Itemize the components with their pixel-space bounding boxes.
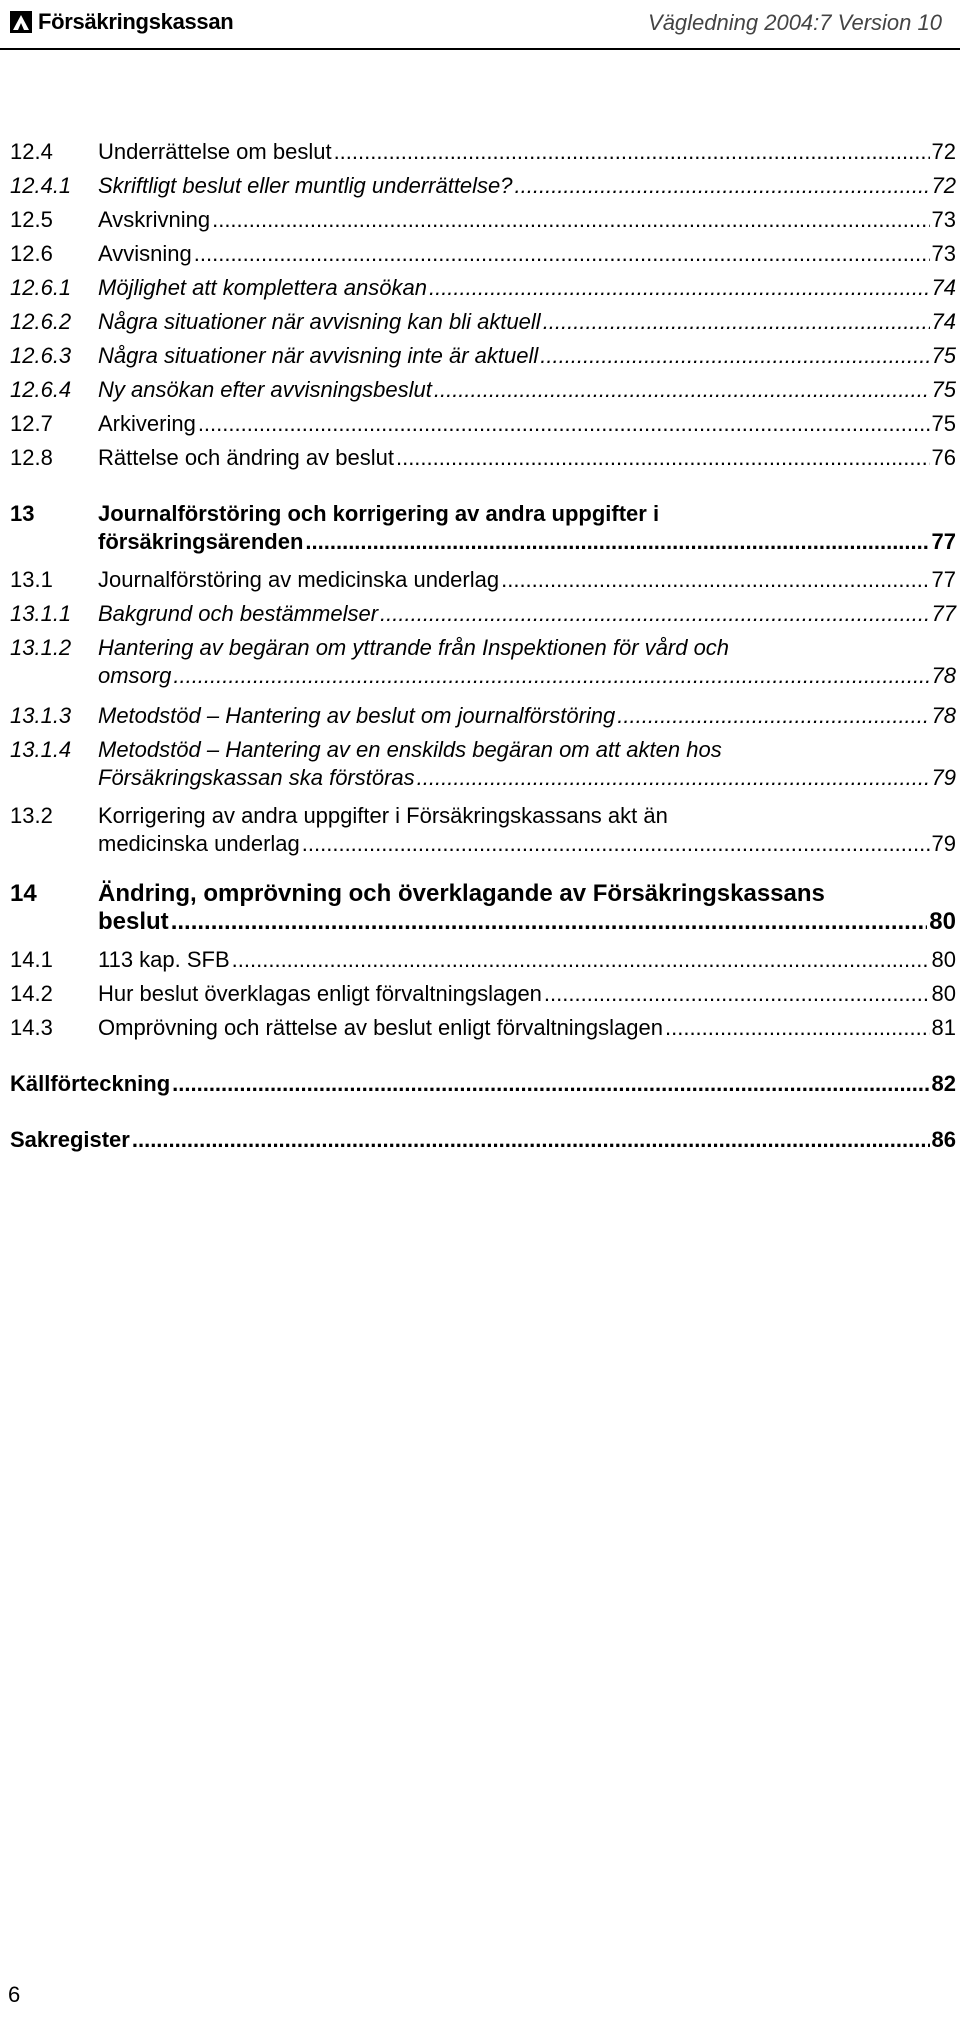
toc-leader-line (10, 1070, 956, 1098)
toc-leader-line (98, 830, 956, 858)
toc-page-number: 77 (931, 567, 956, 592)
toc-number: 13.1.3 (10, 703, 72, 728)
logo-icon (10, 11, 32, 33)
page-number: 6 (8, 1982, 21, 2007)
toc-page-number: 77 (931, 601, 956, 626)
toc-title: Sakregister (10, 1127, 130, 1152)
toc-leader-line (98, 600, 956, 628)
toc-dot-leader (543, 308, 930, 336)
toc-page-number: 75 (931, 377, 956, 402)
toc-page-number: 73 (931, 207, 956, 232)
toc-entry-body (10, 1070, 956, 1098)
toc-entry-body (98, 1014, 956, 1042)
toc-dot-leader (212, 206, 929, 234)
header-rule (0, 48, 960, 50)
toc-number: 14.2 (10, 981, 53, 1006)
toc-dot-leader (198, 410, 930, 438)
toc-entry-body (98, 376, 956, 404)
toc-title: 113 kap. SFB (98, 947, 230, 972)
toc-entry-body (98, 980, 956, 1008)
toc-leader-line (98, 410, 956, 438)
toc-dot-leader (305, 528, 929, 556)
toc-leader-line (98, 138, 956, 166)
toc-number: 13 (10, 501, 35, 526)
toc-number: 12.6.3 (10, 343, 72, 368)
toc-dot-leader (194, 240, 930, 268)
toc-title: Ny ansökan efter avvisningsbeslut (98, 377, 432, 402)
toc-number: 12.8 (10, 445, 53, 470)
toc-number: 14.3 (10, 1015, 53, 1040)
toc-number: 13.1.4 (10, 737, 72, 762)
toc-title: Metodstöd – Hantering av beslut om journalförstöring (98, 703, 616, 728)
toc-title: medicinska underlag (98, 831, 300, 856)
toc-title: Hur beslut överklagas enligt förvaltningslagen (98, 981, 542, 1006)
toc-title: Möjlighet att komplettera ansökan (98, 275, 427, 300)
toc-title: Omprövning och rättelse av beslut enligt förvaltningslagen (98, 1015, 663, 1040)
toc-dot-leader (429, 274, 930, 302)
toc-page-number: 75 (931, 343, 956, 368)
toc-page-number: 82 (931, 1071, 956, 1096)
toc-page-number: 72 (931, 139, 956, 164)
logo (10, 9, 233, 35)
toc-leader-line (98, 444, 956, 472)
toc-dot-leader (302, 830, 930, 858)
toc-dot-leader (434, 376, 930, 404)
toc-title: Källförteckning (10, 1071, 171, 1096)
toc-dot-leader (173, 662, 929, 690)
toc-page-number: 80 (931, 947, 956, 972)
toc-leader-line (98, 946, 956, 974)
toc-number: 12.5 (10, 207, 53, 232)
toc-number: 13.1.2 (10, 635, 72, 660)
toc-dot-leader (380, 600, 929, 628)
toc-entry-body (98, 600, 956, 628)
toc-entry-body (98, 410, 956, 438)
toc-dot-leader (540, 342, 929, 370)
toc-entry-body (98, 172, 956, 200)
toc-entry-body (98, 138, 956, 166)
toc-entry-body (98, 308, 956, 336)
toc-entry-body (98, 274, 956, 302)
toc-title-line: Metodstöd – Hantering av en enskilds begäran om att akten hos (98, 737, 722, 762)
toc-leader-line (98, 240, 956, 268)
toc-number: 12.7 (10, 411, 53, 436)
toc-dot-leader (417, 764, 930, 792)
toc-dot-leader (665, 1014, 930, 1042)
toc-number: 13.1 (10, 567, 53, 592)
toc-page-number: 73 (931, 241, 956, 266)
toc-leader-line (98, 376, 956, 404)
toc-page-number: 80 (929, 908, 956, 935)
toc-entry-body (98, 444, 956, 472)
toc-entry-body (98, 946, 956, 974)
toc-page-number: 77 (931, 529, 956, 554)
toc-page-number: 74 (931, 275, 956, 300)
toc-number: 12.4 (10, 139, 53, 164)
toc-entry-body (98, 206, 956, 234)
toc-entry-body (98, 240, 956, 268)
toc-title: Några situationer när avvisning kan bli aktuell (98, 309, 541, 334)
toc-title: Några situationer när avvisning inte är aktuell (98, 343, 539, 368)
toc-leader-line (98, 908, 956, 936)
toc-title: Avvisning (98, 241, 192, 266)
toc-number: 12.6 (10, 241, 53, 266)
toc-entry-body (98, 880, 956, 936)
toc-leader-line (98, 764, 956, 792)
toc-entry-body (10, 1126, 956, 1154)
toc-page-number: 72 (931, 173, 956, 198)
toc-number: 12.6.1 (10, 275, 72, 300)
toc-leader-line (98, 566, 956, 594)
toc-number: 12.6.2 (10, 309, 72, 334)
toc-dot-leader (515, 172, 930, 200)
toc-number: 14.1 (10, 947, 53, 972)
logo-text: Försäkringskassan (38, 9, 234, 34)
toc-title-line: Ändring, omprövning och överklagande av Försäkringskassans (98, 880, 825, 907)
toc-number: 12.6.4 (10, 377, 72, 402)
toc-leader-line (98, 308, 956, 336)
toc-leader-line (98, 274, 956, 302)
toc-dot-leader (617, 702, 929, 730)
toc-leader-line (98, 206, 956, 234)
toc-leader-line (98, 528, 956, 556)
toc-page-number: 81 (931, 1015, 956, 1040)
toc-title: försäkringsärenden (98, 529, 304, 554)
toc-number: 13.1.1 (10, 601, 72, 626)
toc-title: Arkivering (98, 411, 196, 436)
toc-entry-body (98, 500, 956, 556)
toc-leader-line (98, 702, 956, 730)
toc-title-line: Korrigering av andra uppgifter i Försäkringskassans akt än (98, 803, 668, 828)
toc-entry-body (98, 342, 956, 370)
toc-title: Bakgrund och bestämmelser (98, 601, 379, 626)
toc-title: Skriftligt beslut eller muntlig underrättelse? (98, 173, 513, 198)
toc-title: beslut (98, 908, 169, 935)
toc-leader-line (98, 342, 956, 370)
toc-dot-leader (544, 980, 930, 1008)
toc-title-line: Hantering av begäran om yttrande från Inspektionen för vård och (98, 635, 730, 660)
toc-title: Rättelse och ändring av beslut (98, 445, 394, 470)
toc-page-number: 86 (931, 1127, 956, 1152)
toc-dot-leader (172, 1070, 929, 1098)
toc-dot-leader (171, 908, 928, 936)
toc-dot-leader (396, 444, 930, 472)
toc-number: 14 (10, 880, 37, 907)
toc-page-number: 80 (931, 981, 956, 1006)
toc-leader-line (98, 172, 956, 200)
toc-title: omsorg (98, 663, 172, 688)
toc-entry-body (98, 702, 956, 730)
toc-entry-body (98, 736, 956, 792)
toc-page-number: 75 (931, 411, 956, 436)
toc-entry-body (98, 566, 956, 594)
toc-page-number: 74 (931, 309, 956, 334)
toc-title: Journalförstöring av medicinska underlag (98, 567, 500, 592)
toc-page-number: 76 (931, 445, 956, 470)
toc-leader-line (98, 1014, 956, 1042)
toc-title: Försäkringskassan ska förstöras (98, 765, 415, 790)
toc-dot-leader (334, 138, 930, 166)
toc-entry-body (98, 802, 956, 858)
toc-title-line: Journalförstöring och korrigering av andra uppgifter i (98, 501, 660, 526)
document-title: Vägledning 2004:7 Version 10 (648, 10, 942, 35)
toc-title: Underrättelse om beslut (98, 139, 332, 164)
toc-number: 13.2 (10, 803, 53, 828)
toc-page-number: 78 (931, 703, 956, 728)
page-header (0, 0, 960, 50)
toc-dot-leader (232, 946, 930, 974)
toc-entry-body (98, 634, 956, 690)
toc-dot-leader (501, 566, 929, 594)
toc-leader-line (10, 1126, 956, 1154)
toc-leader-line (98, 662, 956, 690)
toc-leader-line (98, 980, 956, 1008)
toc-number: 12.4.1 (10, 173, 72, 198)
toc-dot-leader (132, 1126, 930, 1154)
toc-page-number: 79 (931, 831, 956, 856)
toc-page-number: 78 (931, 663, 956, 688)
toc-title: Avskrivning (98, 207, 211, 232)
toc-page-number: 79 (931, 765, 956, 790)
